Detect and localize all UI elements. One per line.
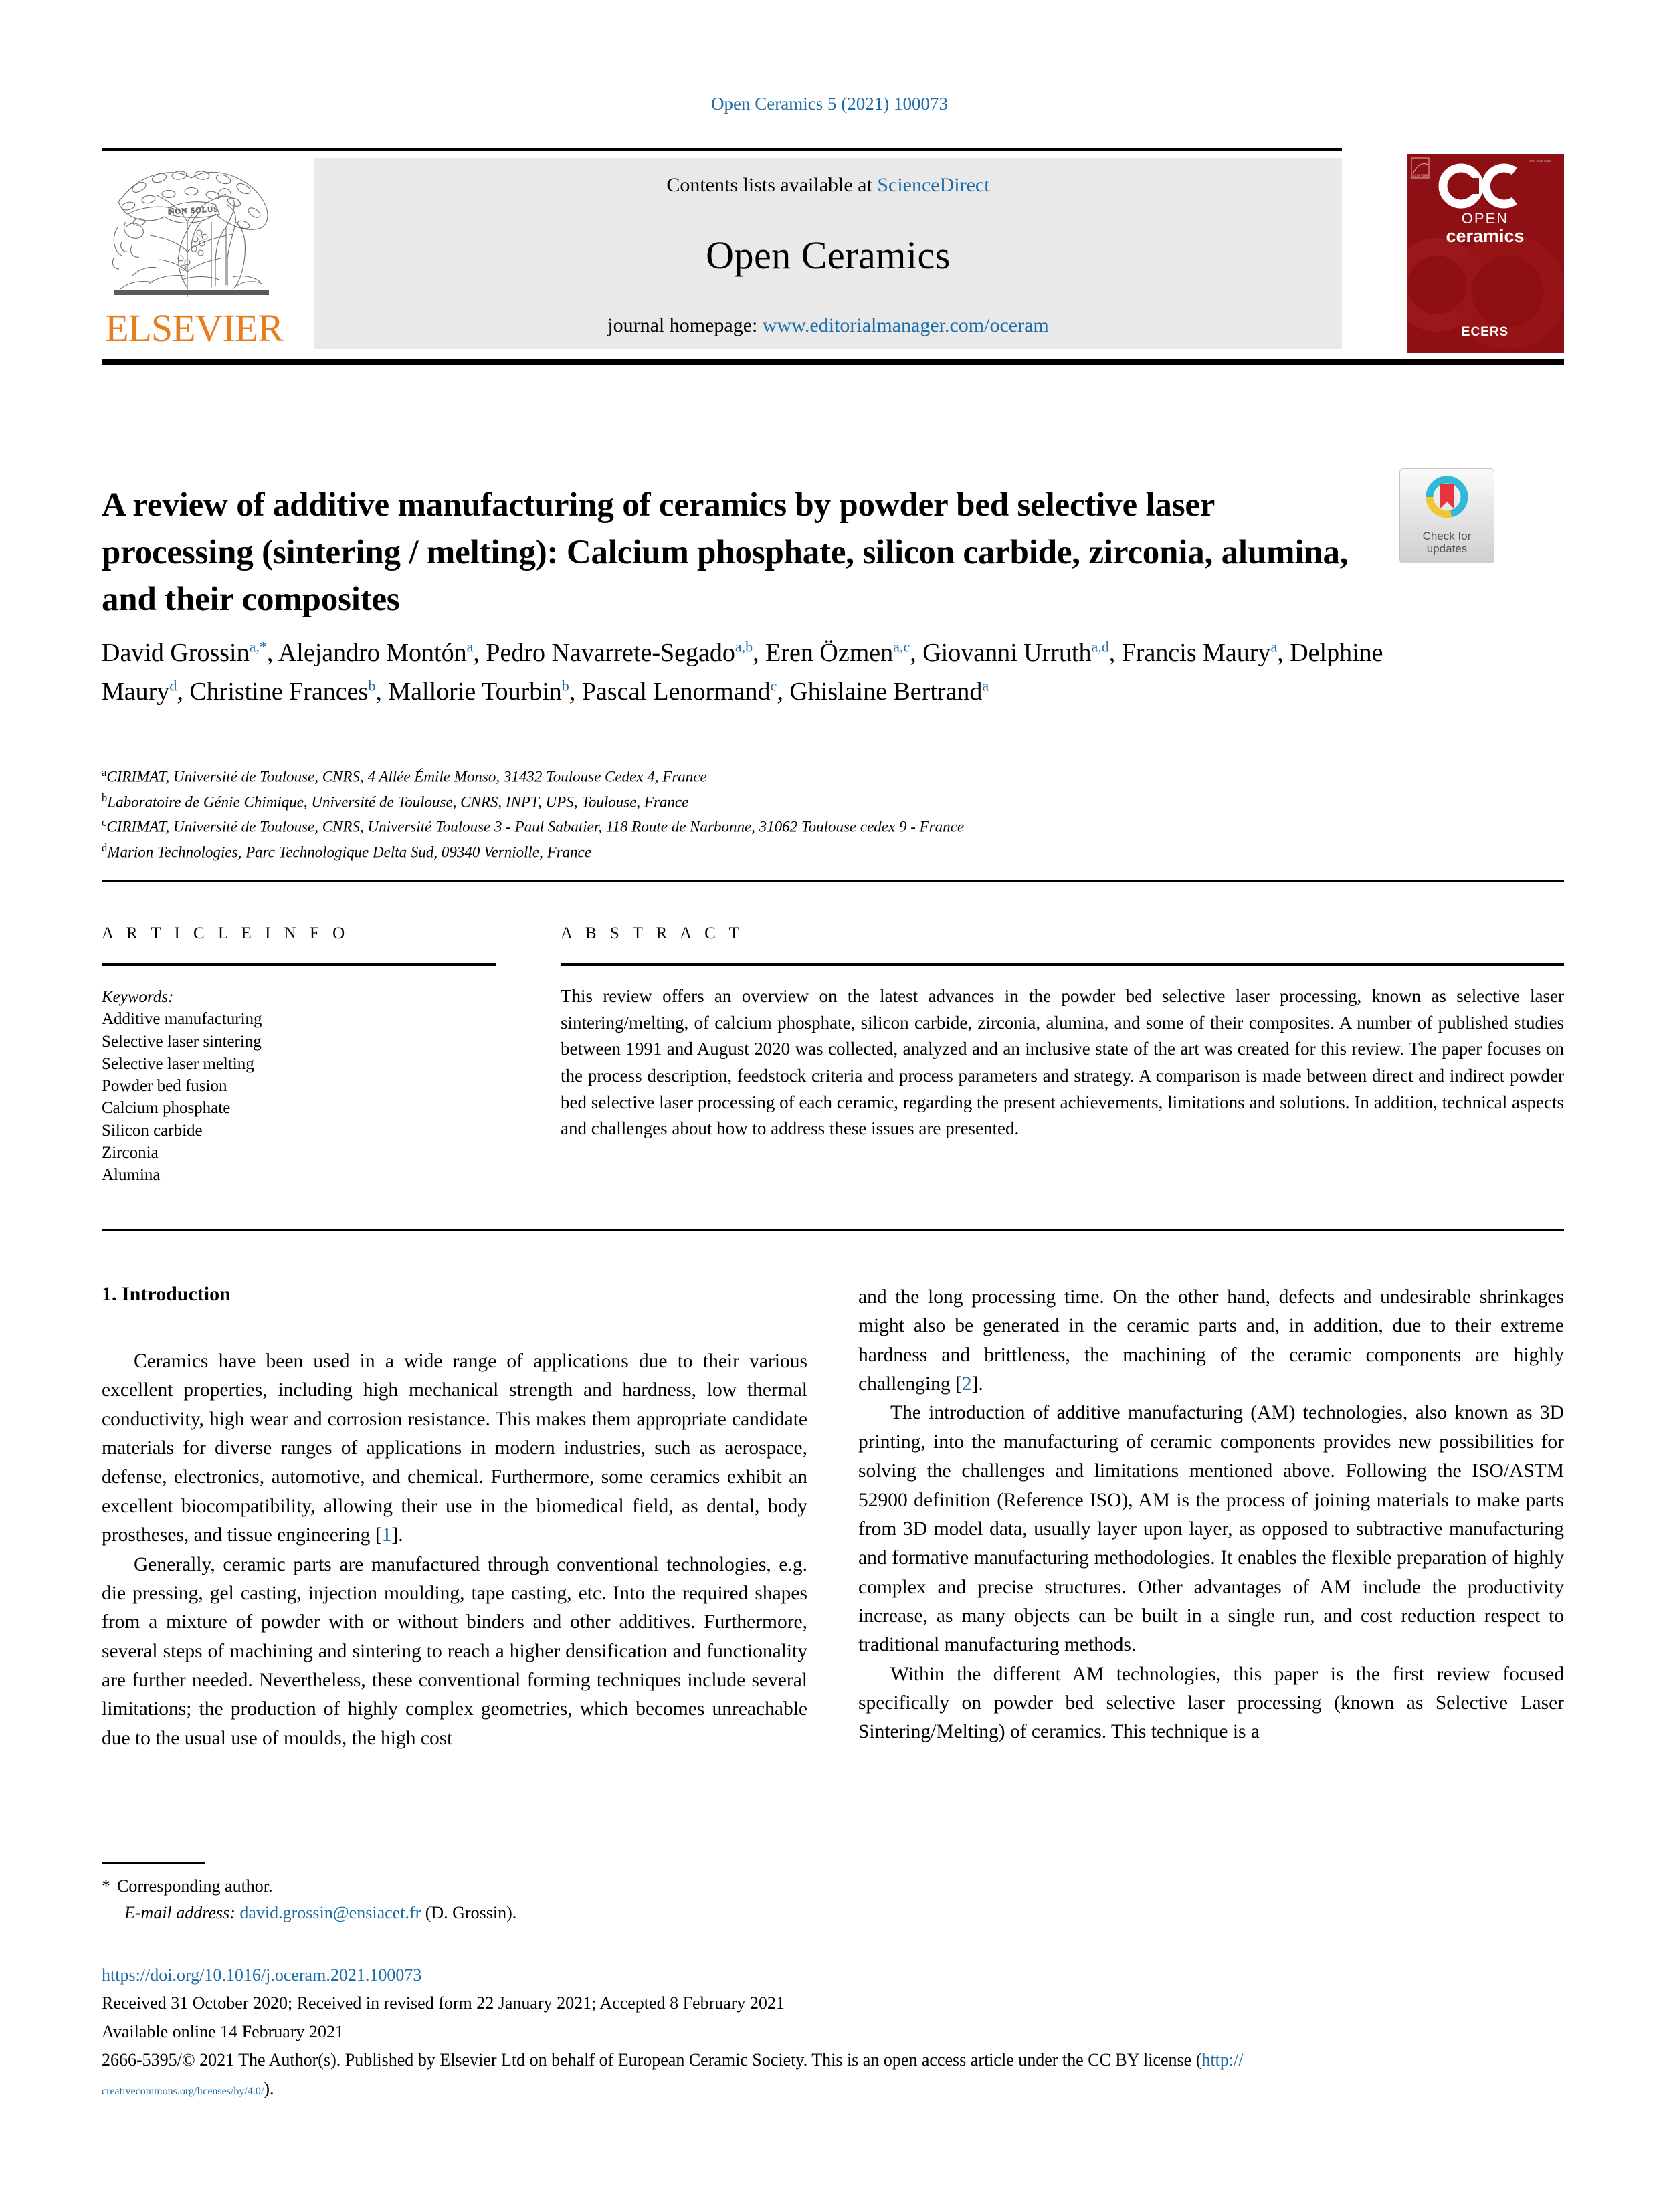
author-affiliation-mark: b [561,677,569,694]
author-name: Giovanni Urruth [922,639,1092,667]
elsevier-tree-icon [102,158,281,306]
author-affiliation-mark: b [368,677,376,694]
footnote-rule [102,1862,205,1864]
journal-homepage-link[interactable]: www.editorialmanager.com/oceram [762,314,1049,336]
elsevier-logo [102,158,286,349]
body-paragraph: Within the different AM technologies, this paper is the first review focused specifically on powder bed selective laser processing (known as Selective Laser Sintering/Melting) of ceramics. This technique is a [858,1663,1564,1743]
email-line [102,1900,811,1926]
affiliation-text: CIRIMAT, Université de Toulouse, CNRS, 4 Allée Émile Monso, 31432 Toulouse Cedex 4, France [106,768,707,785]
keyword-item: Calcium phosphate [102,1099,231,1118]
affiliation-mark: d [102,841,108,854]
author-name: Ghislaine Bertrand [789,677,983,706]
body-column-right [858,1283,1564,1747]
author-name: Pascal Lenormand [581,677,771,706]
author-name: David Grossin [102,639,250,667]
copyright-text: 2666-5395/© 2021 The Author(s). Published by Elsevier Ltd on behalf of European Ceramic Society. This is an open access article under the CC BY license ( [102,2050,1202,2070]
banner-top-rule [102,148,1342,151]
author-affiliation-mark: a [1270,638,1278,656]
crossmark-label [1400,530,1494,556]
journal-cover-image [1407,154,1564,353]
keyword-item: Alumina [102,1166,161,1184]
keywords-label: Keywords: [102,988,174,1006]
running-head: Open Ceramics 5 (2021) 100073 [711,94,948,114]
cover-society: ECERS [1461,325,1509,339]
affiliation-item [102,764,1473,789]
keyword-item: Additive manufacturing [102,1010,262,1029]
email-owner: (D. Grossin). [425,1903,517,1923]
affiliation-mark: b [102,791,108,804]
keyword-item: Selective laser sintering [102,1032,262,1051]
affiliation-list [102,764,1473,864]
abstract-heading: A B S T R A C T [561,924,744,942]
contents-line [314,174,1342,197]
author-affiliation-mark: a [466,638,474,656]
author-name: Mallorie Tourbin [388,677,562,706]
received-dates: Received 31 October 2020; Received in revised form 22 January 2021; Accepted 8 February 2021 [102,1993,785,2013]
author-affiliation-mark: d [169,677,177,694]
contents-prefix: Contents lists available at [666,174,878,196]
article-info-heading: A R T I C L E I N F O [102,924,350,942]
right-paragraphs [858,1283,1564,1747]
author-name: Delphine Maury [102,639,1383,706]
body-paragraph: and the long processing time. On the other hand, defects and undesirable shrinkages might also be generated in the ceramic parts and, in addition, due to their extreme hardness and brittleness, the machining of the ceramic components are highly challenging [2]. [858,1286,1564,1395]
author-affiliation-mark: c [770,677,777,694]
page-title: A review of additive manufacturing of ceramics by powder bed selective laser processing (sintering / melting): Calcium phosphate, silicon carbide, zirconia, alumina, and their composites [102,486,1349,618]
author-list: David Grossin$^{a,*}$, Alejandro Montón$^a$, Pedro Navarrete-Segado$^{a,b}$, Eren Özmen$^{a,c}$, Giovanni Urruth$^{a,d}$, Francis Maury$^a$, Delphine Maury$^d$, Christine Frances$^b$, Mallorie Tourbin$^b$, Pascal Lenormand$^c$, Ghislaine Bertrand$^a$ [102,638,1383,706]
reference-link[interactable]: 2 [961,1373,972,1395]
affiliation-mark: c [102,816,107,829]
keywords-items [102,1008,503,1186]
open-ceramics-cover-art [1407,154,1564,353]
banner-bottom-rule [102,359,1564,365]
cover-line1: OPEN [1461,210,1509,227]
author-name: Pedro Navarrete-Segado [486,639,735,667]
journal-infobox [314,158,1342,349]
doi-link[interactable]: https://doi.org/10.1016/j.oceram.2021.100073 [102,1965,422,1985]
author-name: Eren Özmen [765,639,894,667]
cover-issn: ISSN 2666-5395 [1528,159,1551,163]
affiliation-text: CIRIMAT, Université de Toulouse, CNRS, Université Toulouse 3 - Paul Sabatier, 118 Route de Narbonne, 31062 Toulouse cedex 9 - France [106,818,965,835]
non-solus-text: NON SOLUS [169,205,219,216]
journal-title: Open Ceramics [706,233,951,277]
keyword-item: Silicon carbide [102,1121,203,1140]
keyword-item: Powder bed fusion [102,1077,227,1095]
crossmark-badge[interactable] [1399,468,1494,563]
footnote-block [102,1873,811,1927]
asterisk-icon: * [102,1876,110,1896]
reference-link[interactable]: 1 [381,1524,392,1546]
author-affiliation-mark: a,d [1091,638,1109,656]
author-name: Alejandro Montón [278,639,467,667]
homepage-line [314,314,1342,337]
copyright-line [102,2046,1567,2103]
corresponding-author-note [102,1873,811,1900]
keywords-block [102,986,503,1186]
copyright-tail: ). [264,2078,274,2098]
crossmark-line1: Check for [1422,529,1472,542]
author-affiliation-mark: a,c [893,638,910,656]
keyword-item: Selective laser melting [102,1054,254,1073]
homepage-prefix: journal homepage: [607,314,763,336]
author-affiliation-mark: a [982,677,989,694]
available-online: Available online 14 February 2021 [102,2021,344,2041]
affiliation-text: Laboratoire de Génie Chimique, Université de Toulouse, CNRS, INPT, UPS, Toulouse, France [107,793,689,811]
author-affiliation-mark: a,b [735,638,753,656]
affiliation-item [102,789,1473,815]
crossmark-icon [1400,469,1494,524]
email-label: E-mail address: [124,1903,235,1923]
crossmark-line2: updates [1426,542,1468,556]
cover-elsevier-mark: ELSEVIER [1412,175,1428,178]
abstract-rule [561,963,1564,966]
body-paragraph: Generally, ceramic parts are manufactured through conventional technologies, e.g. die pressing, gel casting, injection moulding, tape casting, etc. Into the required shapes from a mixture of powder with or without binders and other additives. Furthermore, several steps of machining and sintering to reach a higher densification and functionality are further needed. Nevertheless, these conventional forming techniques include several limitations; the production of highly complex geometries, which becomes unreachable due to the usual use of moulds, the high cost [102,1553,807,1749]
affiliation-item [102,814,1473,839]
affiliation-item [102,839,1473,865]
corresponding-author-text: Corresponding author. [117,1876,273,1896]
cover-line2: ceramics [1446,226,1525,246]
keyword-item: Zirconia [102,1143,159,1162]
author-name: Christine Frances [189,677,369,706]
left-paragraphs [102,1347,807,1753]
author-name: Francis Maury [1121,639,1271,667]
sciencedirect-link[interactable]: ScienceDirect [877,174,990,196]
author-affiliation-mark: a,* [249,638,267,656]
body-column-left [102,1283,807,1753]
journal-banner [102,148,1564,365]
section-heading-introduction: 1. Introduction [102,1283,231,1305]
info-section-top-rule [102,880,1564,882]
email-link[interactable]: david.grossin@ensiacet.fr [239,1903,421,1923]
article-info-rule [102,963,496,966]
license-link-part1[interactable]: http:// [1201,2050,1244,2070]
elsevier-wordmark: ELSEVIER [105,306,283,350]
license-link-part2[interactable]: creativecommons.org/licenses/by/4.0/ [102,2085,264,2097]
footer-block [102,1961,1567,2103]
affiliation-mark: a [102,766,107,779]
body-paragraph: The introduction of additive manufacturing (AM) technologies, also known as 3D printing, into the manufacturing of ceramic components provides new possibilities for solving the challenges and limitations mentioned above. Following the ISO/ASTM 52900 definition (Reference ISO), AM is the process of joining materials to make parts from 3D model data, usually layer upon layer, as opposed to subtractive manufacturing and formative manufacturing methodologies. It enables the flexible preparation of highly complex and precise structures. Other advantages of AM include the productivity increase, as many objects can be built in a single run, and cost reduction respect to traditional manufacturing methods. [858,1402,1564,1656]
body-paragraph: Ceramics have been used in a wide range of applications due to their various excellent properties, including high mechanical strength and hardness, low thermal conductivity, high wear and corrosion resistance. This makes them appropriate candidate materials for diverse ranges of applications in modern industries, such as aerospace, defense, electronics, automotive, and chemical. Furthermore, some ceramics exhibit an excellent biocompatibility, allowing their use in the biomedical field, as dental, body prostheses, and tissue engineering [1]. [102,1350,807,1546]
abstract-text: This review offers an overview on the latest advances in the powder bed selective laser processing, known as selective laser sintering/melting, of calcium phosphate, silicon carbide, zirconia, alumina, and some of their composites. A number of published studies between 1991 and August 2020 was collected, analyzed and an inclusive state of the art was created for this review. The paper focuses on the process description, feedstock criteria and process parameters and strategy. A comparison is made between direct and indirect powder bed selective laser processing of each ceramic, regarding the present achievements, limitations and solutions. In addition, technical aspects and challenges about how to address these issues are presented. [561,986,1564,1139]
info-section-bottom-rule [102,1229,1564,1231]
affiliation-text: Marion Technologies, Parc Technologique Delta Sud, 09340 Verniolle, France [107,843,592,861]
